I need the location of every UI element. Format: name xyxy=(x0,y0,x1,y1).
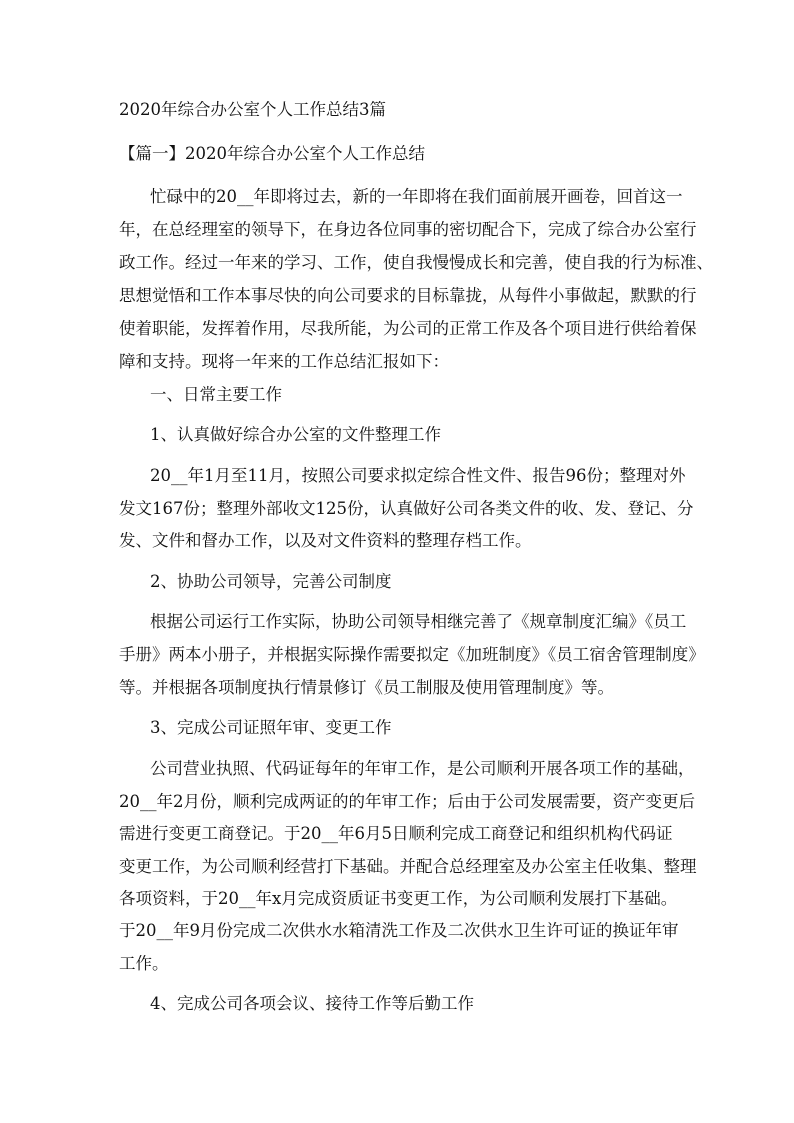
paragraph-line: 政工作。经过一年来的学习、工作，使自我慢慢成长和完善，使自我的行为标准、 xyxy=(119,253,713,272)
paragraph-line: 发文167份；整理外部收文125份，认真做好公司各类文件的收、发、登记、分 xyxy=(119,499,694,518)
paragraph-line: 思想觉悟和工作本事尽快的向公司要求的目标靠拢，从每件小事做起，默默的行 xyxy=(119,286,697,305)
section-heading: 【篇一】2020年综合办公室个人工作总结 xyxy=(119,144,425,163)
paragraph-line: 变更工作，为公司顺利经营打下基础。并配合总经理室及办公室主任收集、整理 xyxy=(119,857,697,876)
paragraph-line: 忙碌中的20__年即将过去，新的一年即将在我们面前展开画卷，回首这一 xyxy=(150,187,683,206)
paragraph-line: 年，在总经理室的领导下，在身边各位同事的密切配合下，完成了综合办公室行 xyxy=(119,220,697,239)
paragraph-line: 使着职能，发挥着作用，尽我所能，为公司的正常工作及各个项目进行供给着保 xyxy=(119,319,697,338)
paragraph-line: 20__年2月份，顺利完成两证的的年审工作；后由于公司发展需要，资产变更后 xyxy=(119,792,695,811)
item-title: 3、完成公司证照年审、变更工作 xyxy=(150,718,392,737)
paragraph-line: 于20__年9月份完成二次供水水箱清洗工作及二次供水卫生许可证的换证年审 xyxy=(119,921,679,940)
paragraph-line: 公司营业执照、代码证每年的年审工作，是公司顺利开展各项工作的基础， xyxy=(150,759,695,778)
paragraph-line: 根据公司运行工作实际，协助公司领导相继完善了《规章制度汇编》《员工 xyxy=(150,612,687,631)
paragraph-line: 工作。 xyxy=(119,954,169,973)
subheading: 一、日常主要工作 xyxy=(150,385,282,404)
paragraph-line: 手册》两本小册子，并根据实际操作需要拟定《加班制度》《员工宿舍管理制度》 xyxy=(119,645,705,664)
item-title: 4、完成公司各项会议、接待工作等后勤工作 xyxy=(150,994,474,1013)
paragraph-line: 发、文件和督办工作，以及对文件资料的整理存档工作。 xyxy=(119,531,532,550)
paragraph-line: 等。并根据各项制度执行情景修订《员工制服及使用管理制度》等。 xyxy=(119,678,614,697)
paragraph-line: 需进行变更工商登记。于20__年6月5日顺利完成工商登记和组织机构代码证 xyxy=(119,824,673,843)
paragraph-line: 障和支持。现将一年来的工作总结汇报如下： xyxy=(119,352,449,371)
paragraph-line: 各项资料，于20__年x月完成资质证书变更工作，为公司顺利发展打下基础。 xyxy=(119,889,678,908)
paragraph-line: 20__年1月至11月，按照公司要求拟定综合性文件、报告96份；整理对外 xyxy=(150,466,686,485)
document-title: 2020年综合办公室个人工作总结3篇 xyxy=(119,100,386,119)
item-title: 1、认真做好综合办公室的文件整理工作 xyxy=(150,425,441,444)
item-title: 2、协助公司领导，完善公司制度 xyxy=(150,572,392,591)
